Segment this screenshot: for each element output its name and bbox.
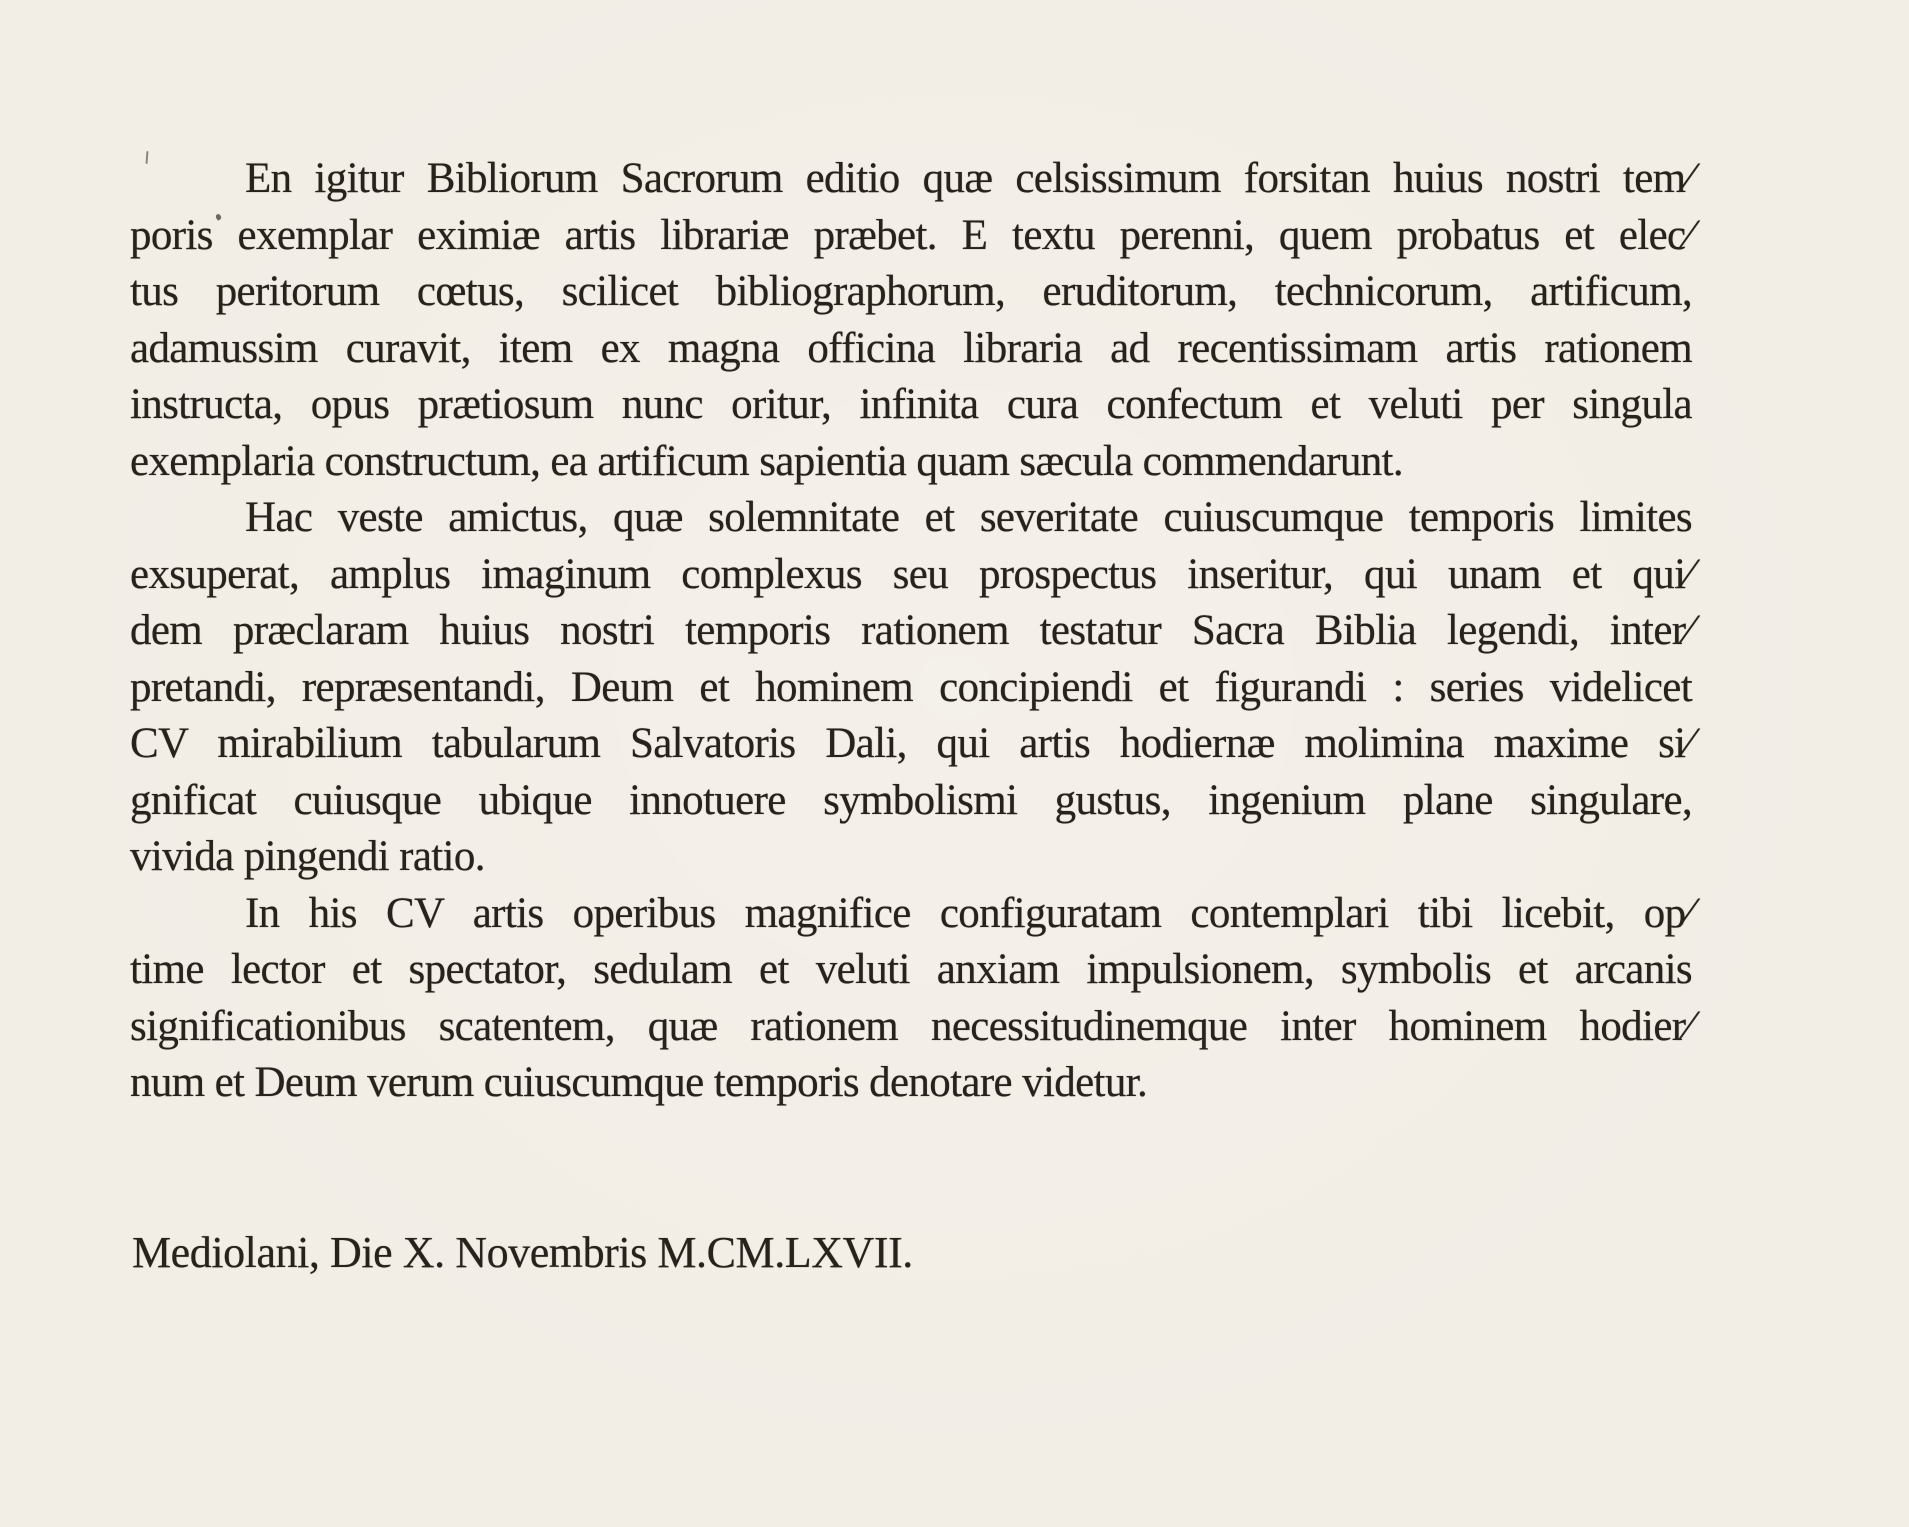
dateline: Mediolani, Die X. Novembris M.CM.LXVII. bbox=[132, 1228, 913, 1277]
text-line: exemplaria constructum, ea artificum sapientia quam sæcula commendarunt. bbox=[130, 437, 1403, 485]
text-line: gnificat cuiusque ubique innotuere symbolismi gustus, ingenium plane singulare, bbox=[130, 776, 1692, 824]
text-line: poris exemplar eximiæ artis librariæ præbet. E textu perenni, quem probatus et elec⁄ bbox=[130, 211, 1692, 259]
text-line: dem præclaram huius nostri temporis rationem testatur Sacra Biblia legendi, inter⁄ bbox=[130, 607, 1692, 654]
text-line: CV mirabilium tabularum Salvatoris Dali, qui artis hodiernæ molimina maxime si⁄ bbox=[130, 720, 1692, 767]
text-line: vivida pingendi ratio. bbox=[130, 833, 485, 880]
text-line: tus peritorum cœtus, scilicet bibliographorum, eruditorum, technicorum, artificum, bbox=[130, 268, 1692, 315]
text-line: In his CV artis operibus magnifice configuratam contemplari tibi licebit, op⁄ bbox=[245, 889, 1692, 937]
text-line: pretandi, repræsentandi, Deum et hominem concipiendi et figurandi : series videlicet bbox=[130, 663, 1692, 711]
paragraph bbox=[130, 490, 1692, 886]
paragraph bbox=[130, 886, 1692, 1112]
paragraph bbox=[130, 151, 1692, 490]
text-line: instructa, opus prætiosum nunc oritur, infinita cura confectum et veluti per singula bbox=[130, 381, 1692, 428]
body-text-block bbox=[130, 151, 1692, 1112]
text-line: num et Deum verum cuiuscumque temporis denotare videtur. bbox=[130, 1059, 1148, 1106]
text-line: time lector et spectator, sedulam et veluti anxiam impulsionem, symbolis et arcanis bbox=[130, 946, 1692, 993]
text-line: significationibus scatentem, quæ rationem necessitudinemque inter hominem hodier⁄ bbox=[130, 1002, 1692, 1050]
text-line: En igitur Bibliorum Sacrorum editio quæ celsissimum forsitan huius nostri tem⁄ bbox=[245, 155, 1692, 202]
text-line: exsuperat, amplus imaginum complexus seu prospectus inseritur, qui unam et qui⁄ bbox=[130, 550, 1692, 598]
text-line: adamussim curavit, item ex magna officina libraria ad recentissimam artis rationem bbox=[130, 324, 1692, 372]
text-line: Hac veste amictus, quæ solemnitate et severitate cuiuscumque temporis limites bbox=[245, 494, 1692, 541]
